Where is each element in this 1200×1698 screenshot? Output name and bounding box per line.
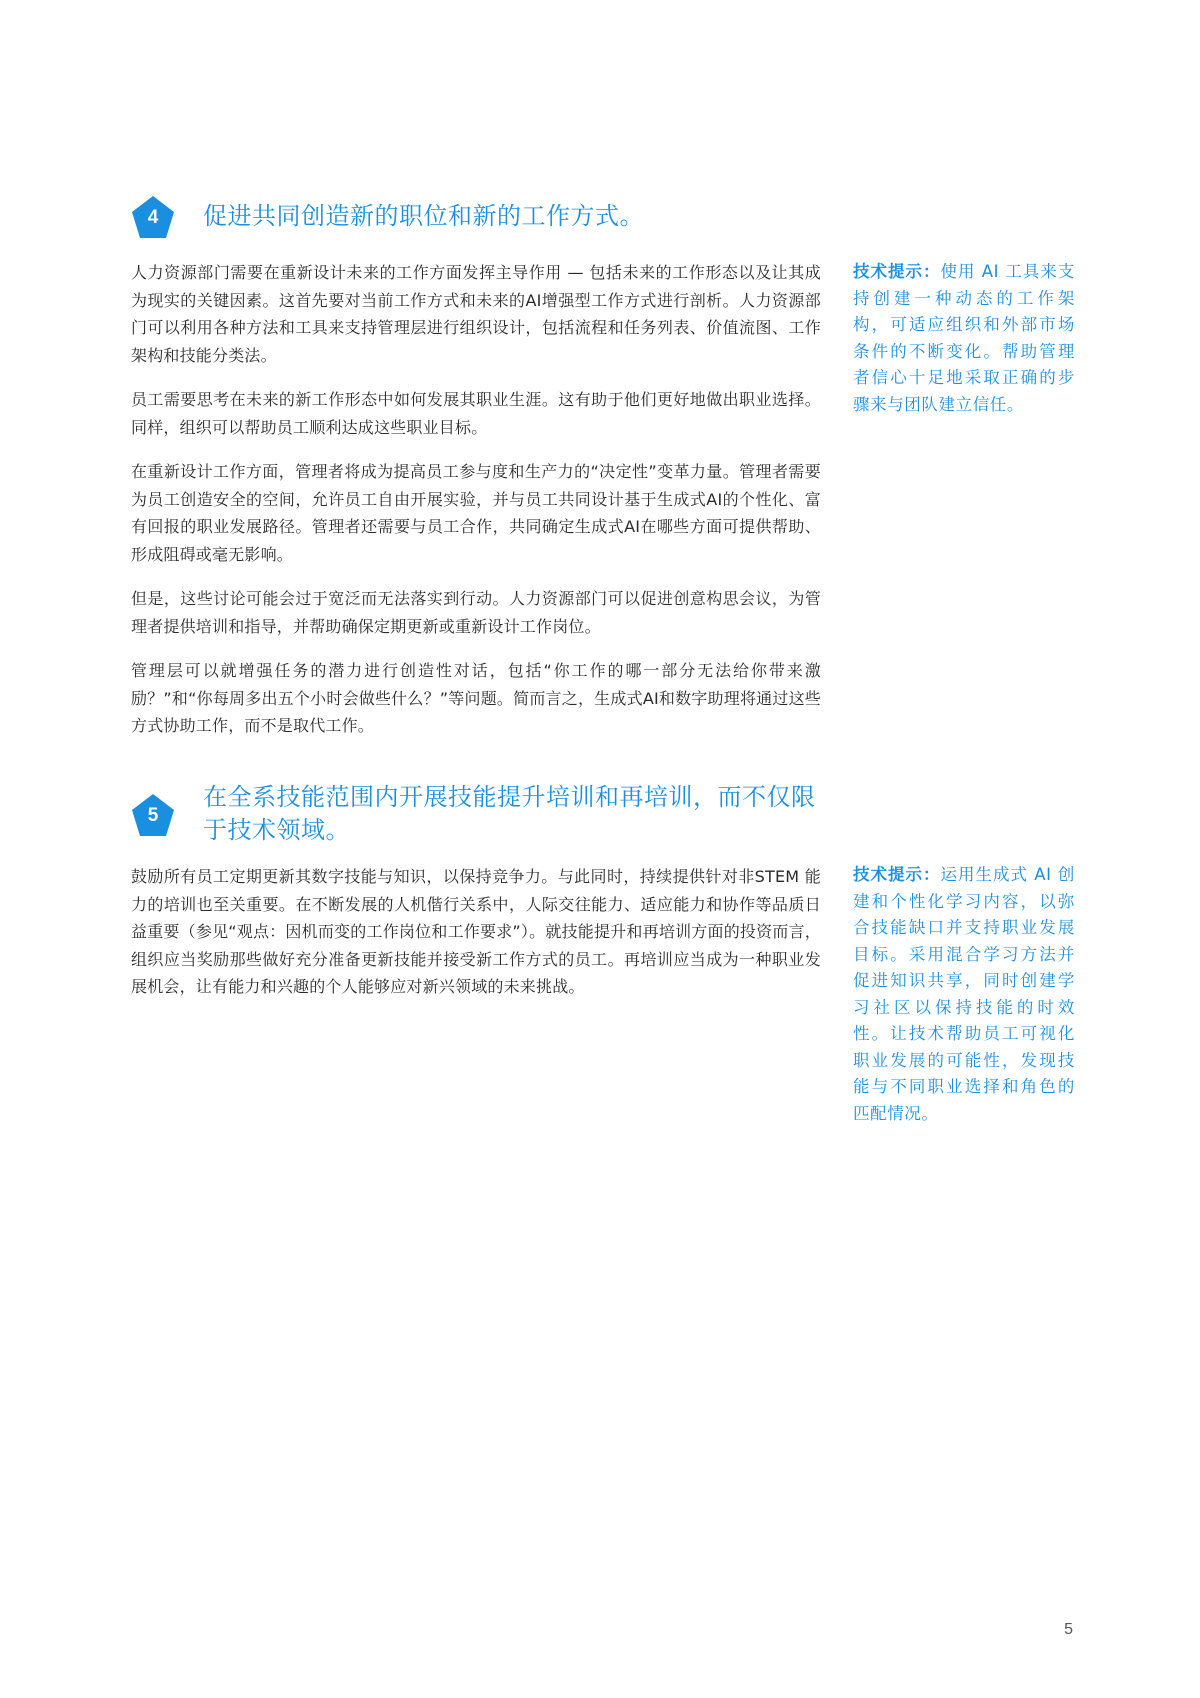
page-number: 5 (1064, 1621, 1073, 1638)
section-4-paragraph-1: 人力资源部门需要在重新设计未来的工作方面发挥主导作用 — 包括未来的工作形态以及让其成为现实的关键因素。这首先要对当前工作方式和未来的AI增强型工作方式进行剖析。人力资源部门可以利用各种方法和工具来支持管理层进行组织设计，包括流程和任务列表、价值流图、工作架构和技能分类法。 (131, 263, 821, 365)
tech-tip-label: 技术提示： (853, 262, 941, 281)
section-4-paragraph-3: 在重新设计工作方面，管理者将成为提高员工参与度和生产力的“决定性”变革力量。管理者需要为员工创造安全的空间，允许员工自由开展实验，并与员工共同设计基于生成式AI的个性化、富有回报的职业发展路径。管理者还需要与员工合作，共同确定生成式AI在哪些方面可提供帮助、形成阻碍或毫无影响。 (131, 462, 821, 564)
section-5 (131, 781, 821, 996)
tech-tip-text: 运用生成式 AI 创建和个性化学习内容，以弥合技能缺口并支持职业发展目标。采用混合学习方法并促进知识共享，同时创建学习社区以保持技能的时效性。让技术帮助员工可视化职业发展的可能性，发现技能与不同职业选择和角色的匹配情况。 (853, 865, 1076, 1123)
tech-tip-text: 使用 AI 工具来支持创建一种动态的工作架构，可适应组织和外部市场条件的不断变化。帮助管理者信心十足地采取正确的步骤来与团队建立信任。 (853, 262, 1076, 414)
section-5-number: 5 (147, 805, 159, 826)
section-4-tech-tip (853, 259, 1075, 418)
section-5-badge (131, 793, 175, 837)
tech-tip-label: 技术提示： (853, 865, 941, 884)
section-4-body (131, 259, 821, 740)
section-4-paragraph-5: 管理层可以就增强任务的潜力进行创造性对话，包括“你工作的哪一部分无法给你带来激励？”和“你每周多出五个小时会做些什么？”等问题。简而言之，生成式AI和数字助理将通过这些方式协助工作，而不是取代工作。 (131, 661, 821, 735)
section-4-paragraph-4: 但是，这些讨论可能会过于宽泛而无法落实到行动。人力资源部门可以促进创意构思会议，为管理者提供培训和指导，并帮助确保定期更新或重新设计工作岗位。 (131, 589, 821, 636)
section-4-paragraph-2: 员工需要思考在未来的新工作形态中如何发展其职业生涯。这有助于他们更好地做出职业选择。同样，组织可以帮助员工顺利达成这些职业目标。 (131, 390, 821, 437)
section-5-paragraph-1: 鼓励所有员工定期更新其数字技能与知识，以保持竞争力。与此同时，持续提供针对非STEM 能力的培训也至关重要。在不断发展的人机偕行关系中，人际交往能力、适应能力和协作等品质日益重要（参见“观点：因机而变的工作岗位和工作要求”）。就技能提升和再培训方面的投资而言，组织应当奖励那些做好充分准备更新技能并接受新工作方式的员工。再培训应当成为一种职业发展机会，让有能力和兴趣的个人能够应对新兴领域的未来挑战。 (131, 867, 821, 996)
section-5-heading: 在全系技能范围内开展技能提升培训和再培训，而不仅限于技术领域。 (203, 783, 816, 844)
section-4 (131, 195, 821, 735)
section-4-number: 4 (147, 207, 159, 228)
section-5-body (131, 863, 821, 1001)
section-4-badge (131, 195, 175, 239)
section-4-heading-row (131, 195, 821, 239)
section-5-heading-row (131, 781, 821, 851)
section-5-tech-tip (853, 862, 1075, 1127)
section-4-heading: 促进共同创造新的职位和新的工作方式。 (203, 202, 644, 230)
